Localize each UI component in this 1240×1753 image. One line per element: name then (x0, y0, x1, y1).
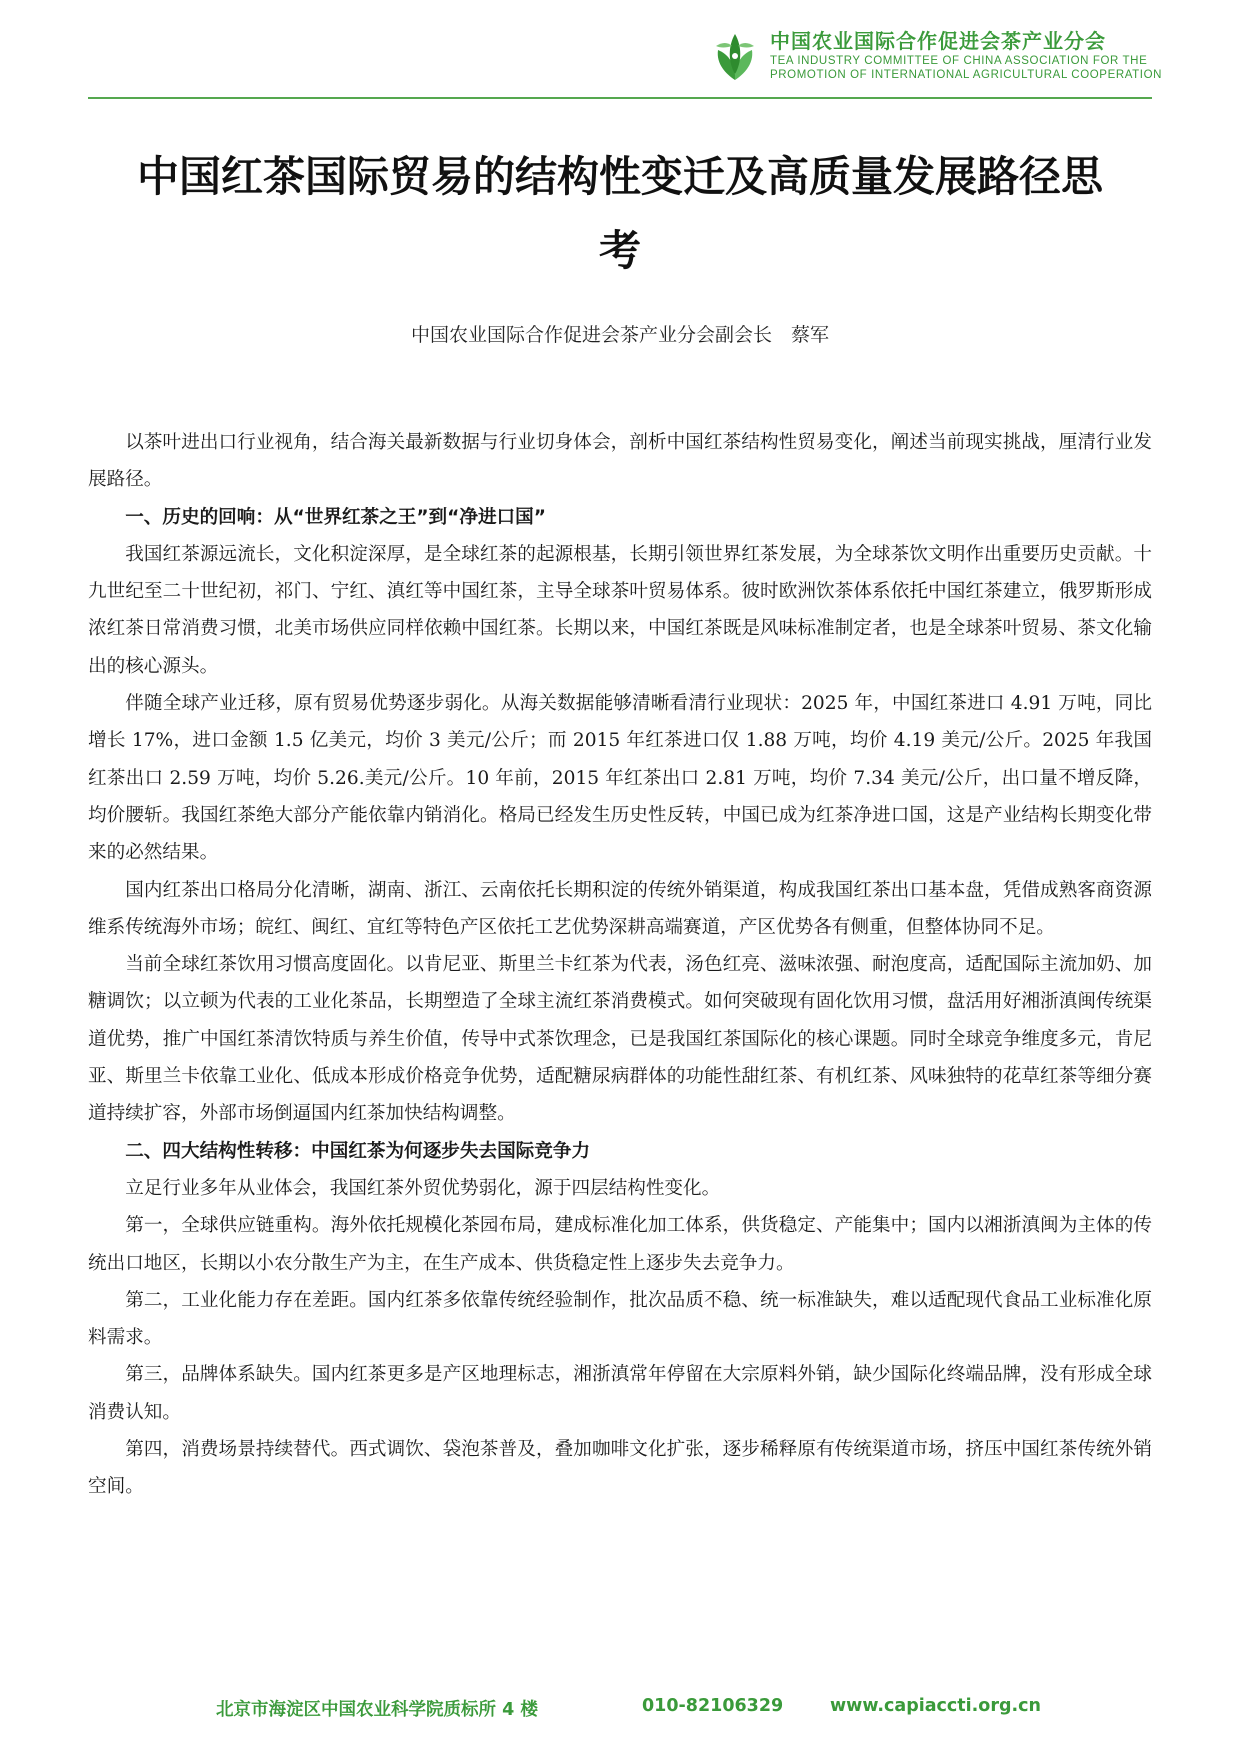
section-heading-2: 二、四大结构性转移：中国红茶为何逐步失去国际竞争力 (125, 1140, 591, 1162)
org-name-cn: 中国农业国际合作促进会茶产业分会 (770, 29, 1106, 53)
article-title-line1: 中国红茶国际贸易的结构性变迁及高质量发展路径思 (136, 152, 1103, 201)
author-byline: 中国农业国际合作促进会茶产业分会副会长 蔡军 (410, 324, 829, 346)
body-paragraph: 伴随全球产业迁移，原有贸易优势逐步弱化。从海关数据能够清晰看清行业现状：2025 年，中国红茶进口 4.91 万吨，同比增长 17%，进口金额 1.5 亿美元，均价 3 美元/公斤；而 2015 年红茶进口仅 1.88 万吨，均价 4.19 美元/公斤。2025 年我国红茶出口 2.59 万吨，均价 5.26.美元/公斤。10 年前，2015 年红茶出口 2.81 万吨，均价 7.34 美元/公斤，出口量不增反降，均价腰斩。我国红茶绝大部分产能依靠内销消化。格局已经发生历史性反转，中国已成为红茶净进口国，这是产业结构长期变化带来的必然结果。 (88, 693, 1152, 864)
header-divider (88, 97, 1152, 99)
footer-website-link[interactable]: www.capiaccti.org.cn (830, 1696, 1041, 1716)
tea-leaves-logo-icon (708, 30, 762, 84)
footer-phone: 010-82106329 (642, 1696, 784, 1716)
intro-paragraph: 以茶叶进出口行业视角，结合海关最新数据与行业切身体会，剖析中国红茶结构性贸易变化，阐述当前现实挑战，厘清行业发展路径。 (88, 432, 1152, 491)
body-paragraph: 第四，消费场景持续替代。西式调饮、袋泡茶普及，叠加咖啡文化扩张，逐步稀释原有传统渠道市场，挤压中国红茶传统外销空间。 (88, 1439, 1152, 1498)
article-title (88, 140, 1152, 288)
body-paragraph: 国内红茶出口格局分化清晰，湖南、浙江、云南依托长期积淀的传统外销渠道，构成我国红茶出口基本盘，凭借成熟客商资源维系传统海外市场；皖红、闽红、宜红等特色产区依托工艺优势深耕高端赛道，产区优势各有侧重，但整体协同不足。 (88, 879, 1152, 938)
body-paragraph: 第二，工业化能力存在差距。国内红茶多依靠传统经验制作，批次品质不稳、统一标准缺失，难以适配现代食品工业标准化原料需求。 (88, 1289, 1152, 1349)
page-header (88, 22, 1163, 98)
footer-address: 北京市海淀区中国农业科学院质标所 4 楼 (216, 1700, 538, 1720)
body-paragraph: 我国红茶源远流长，文化积淀深厚，是全球红茶的起源根基，长期引领世界红茶发展，为全球茶饮文明作出重要历史贡献。十九世纪至二十世纪初，祁门、宁红、滇红等中国红茶，主导全球茶叶贸易体系。彼时欧洲饮茶体系依托中国红茶建立，俄罗斯形成浓红茶日常消费习惯，北美市场供应同样依赖中国红茶。长期以来，中国红茶既是风味标准制定者，也是全球茶叶贸易、茶文化输出的核心源头。 (88, 543, 1152, 677)
body-paragraph: 当前全球红茶饮用习惯高度固化。以肯尼亚、斯里兰卡红茶为代表，汤色红亮、滋味浓强、耐泡度高，适配国际主流加奶、加糖调饮；以立顿为代表的工业化茶品，长期塑造了全球主流红茶消费模式。如何突破现有固化饮用习惯，盘活用好湘浙滇闽传统渠道优势，推广中国红茶清饮特质与养生价值，传导中式茶饮理念，已是我国红茶国际化的核心课题。同时全球竞争维度多元，肯尼亚、斯里兰卡依靠工业化、低成本形成价格竞争优势，适配糖尿病群体的功能性甜红茶、有机红茶、风味独特的花草红茶等细分赛道持续扩容，外部市场倒逼国内红茶加快结构调整。 (88, 954, 1152, 1125)
section-heading-1: 一、历史的回响：从“世界红茶之王”到“净进口国” (125, 506, 546, 528)
page-footer (88, 1696, 1152, 1726)
article-title-line2: 考 (598, 226, 641, 275)
org-name-en-line1: TEA INDUSTRY COMMITTEE OF CHINA ASSOCIATION FOR THE (770, 55, 1148, 67)
body-paragraph: 立足行业多年从业体会，我国红茶外贸优势弱化，源于四层结构性变化。 (125, 1177, 721, 1199)
body-paragraph: 第三，品牌体系缺失。国内红茶更多是产区地理标志，湘浙滇常年停留在大宗原料外销，缺少国际化终端品牌，没有形成全球消费认知。 (88, 1364, 1152, 1423)
article-body (88, 424, 1152, 1506)
body-paragraph: 第一，全球供应链重构。海外依托规模化茶园布局，建成标准化加工体系，供货稳定、产能集中；国内以湘浙滇闽为主体的传统出口地区，长期以小农分散生产为主，在生产成本、供货稳定性上逐步失去竞争力。 (88, 1215, 1152, 1274)
org-name-en-line2: PROMOTION OF INTERNATIONAL AGRICULTURAL COOPERATION (770, 69, 1163, 81)
organization-name (770, 28, 1163, 82)
